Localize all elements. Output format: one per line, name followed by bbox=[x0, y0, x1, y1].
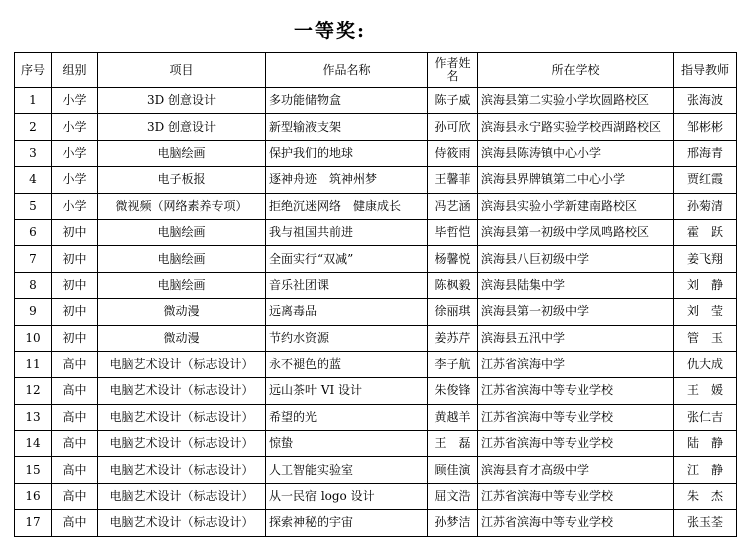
row-number: 17 bbox=[15, 510, 52, 536]
school-cell: 滨海县第一初级中学凤鸣路校区 bbox=[478, 219, 674, 245]
row-number: 11 bbox=[15, 351, 52, 377]
table-row bbox=[15, 193, 737, 219]
table-row bbox=[15, 431, 737, 457]
project-cell: 3D 创意设计 bbox=[98, 114, 266, 140]
teacher-cell: 邹彬彬 bbox=[674, 114, 737, 140]
group-cell: 初中 bbox=[52, 219, 98, 245]
column-header: 组别 bbox=[52, 53, 98, 88]
table-body bbox=[15, 88, 737, 537]
school-cell: 滨海县界牌镇第二中心小学 bbox=[478, 167, 674, 193]
school-cell: 滨海县八巨初级中学 bbox=[478, 246, 674, 272]
work-title-cell: 拒绝沉迷网络 健康成长 bbox=[266, 193, 428, 219]
project-cell: 电脑艺术设计（标志设计） bbox=[98, 457, 266, 483]
group-cell: 高中 bbox=[52, 483, 98, 509]
school-cell: 江苏省滨海中等专业学校 bbox=[478, 404, 674, 430]
project-cell: 电脑艺术设计（标志设计） bbox=[98, 483, 266, 509]
author-cell: 王 磊 bbox=[428, 431, 478, 457]
teacher-cell: 贾红霞 bbox=[674, 167, 737, 193]
author-cell: 朱俊锋 bbox=[428, 378, 478, 404]
table-row bbox=[15, 483, 737, 509]
table-row bbox=[15, 246, 737, 272]
column-header: 作品名称 bbox=[266, 53, 428, 88]
project-cell: 电脑绘画 bbox=[98, 219, 266, 245]
author-cell: 陈子威 bbox=[428, 88, 478, 114]
author-cell: 陈枫毅 bbox=[428, 272, 478, 298]
group-cell: 小学 bbox=[52, 167, 98, 193]
teacher-cell: 张海波 bbox=[674, 88, 737, 114]
project-cell: 电脑艺术设计（标志设计） bbox=[98, 510, 266, 536]
row-number: 2 bbox=[15, 114, 52, 140]
work-title-cell: 探索神秘的宇宙 bbox=[266, 510, 428, 536]
author-cell: 李子航 bbox=[428, 351, 478, 377]
table-row bbox=[15, 140, 737, 166]
column-header: 所在学校 bbox=[478, 53, 674, 88]
row-number: 8 bbox=[15, 272, 52, 298]
work-title-cell: 人工智能实验室 bbox=[266, 457, 428, 483]
teacher-cell: 张仁吉 bbox=[674, 404, 737, 430]
row-number: 16 bbox=[15, 483, 52, 509]
table-row bbox=[15, 510, 737, 536]
work-title-cell: 从一民宿 logo 设计 bbox=[266, 483, 428, 509]
work-title-cell: 音乐社团课 bbox=[266, 272, 428, 298]
school-cell: 江苏省滨海中等专业学校 bbox=[478, 483, 674, 509]
school-cell: 滨海县陈涛镇中心小学 bbox=[478, 140, 674, 166]
school-cell: 滨海县育才高级中学 bbox=[478, 457, 674, 483]
table-row bbox=[15, 88, 737, 114]
group-cell: 高中 bbox=[52, 457, 98, 483]
table-row bbox=[15, 114, 737, 140]
author-cell: 姜苏芹 bbox=[428, 325, 478, 351]
work-title-cell: 远山茶叶 VI 设计 bbox=[266, 378, 428, 404]
group-cell: 初中 bbox=[52, 325, 98, 351]
school-cell: 江苏省滨海中等专业学校 bbox=[478, 378, 674, 404]
teacher-cell: 陆 静 bbox=[674, 431, 737, 457]
work-title-cell: 多功能储物盒 bbox=[266, 88, 428, 114]
school-cell: 滨海县五汛中学 bbox=[478, 325, 674, 351]
project-cell: 电脑绘画 bbox=[98, 140, 266, 166]
column-header: 序号 bbox=[15, 53, 52, 88]
row-number: 7 bbox=[15, 246, 52, 272]
work-title-cell: 保护我们的地球 bbox=[266, 140, 428, 166]
table-row bbox=[15, 404, 737, 430]
teacher-cell: 仇大成 bbox=[674, 351, 737, 377]
work-title-cell: 新型输液支架 bbox=[266, 114, 428, 140]
row-number: 15 bbox=[15, 457, 52, 483]
project-cell: 微动漫 bbox=[98, 299, 266, 325]
group-cell: 高中 bbox=[52, 404, 98, 430]
row-number: 4 bbox=[15, 167, 52, 193]
author-cell: 顾佳演 bbox=[428, 457, 478, 483]
table-header-row bbox=[15, 53, 737, 88]
row-number: 12 bbox=[15, 378, 52, 404]
author-cell: 侍筱雨 bbox=[428, 140, 478, 166]
table-row bbox=[15, 299, 737, 325]
work-title-cell: 惊蛰 bbox=[266, 431, 428, 457]
author-cell: 冯艺涵 bbox=[428, 193, 478, 219]
row-number: 5 bbox=[15, 193, 52, 219]
teacher-cell: 霍 跃 bbox=[674, 219, 737, 245]
teacher-cell: 张玉荃 bbox=[674, 510, 737, 536]
project-cell: 微动漫 bbox=[98, 325, 266, 351]
project-cell: 电脑绘画 bbox=[98, 246, 266, 272]
author-cell: 王馨菲 bbox=[428, 167, 478, 193]
group-cell: 初中 bbox=[52, 272, 98, 298]
group-cell: 初中 bbox=[52, 299, 98, 325]
teacher-cell: 刘 静 bbox=[674, 272, 737, 298]
work-title-cell: 逐神舟迹 筑神州梦 bbox=[266, 167, 428, 193]
school-cell: 滨海县第一初级中学 bbox=[478, 299, 674, 325]
teacher-cell: 王 媛 bbox=[674, 378, 737, 404]
school-cell: 江苏省滨海中等专业学校 bbox=[478, 510, 674, 536]
column-header: 作者姓名 bbox=[428, 53, 478, 88]
teacher-cell: 姜飞翔 bbox=[674, 246, 737, 272]
project-cell: 电脑绘画 bbox=[98, 272, 266, 298]
group-cell: 高中 bbox=[52, 378, 98, 404]
work-title-cell: 远离毒品 bbox=[266, 299, 428, 325]
school-cell: 滨海县陆集中学 bbox=[478, 272, 674, 298]
project-cell: 微视频（网络素养专项） bbox=[98, 193, 266, 219]
group-cell: 初中 bbox=[52, 246, 98, 272]
teacher-cell: 朱 杰 bbox=[674, 483, 737, 509]
table-row bbox=[15, 167, 737, 193]
project-cell: 电子板报 bbox=[98, 167, 266, 193]
work-title-cell: 希望的光 bbox=[266, 404, 428, 430]
teacher-cell: 邢海青 bbox=[674, 140, 737, 166]
author-cell: 黄越羊 bbox=[428, 404, 478, 430]
project-cell: 电脑艺术设计（标志设计） bbox=[98, 378, 266, 404]
author-cell: 杨馨悦 bbox=[428, 246, 478, 272]
project-cell: 电脑艺术设计（标志设计） bbox=[98, 351, 266, 377]
teacher-cell: 江 静 bbox=[674, 457, 737, 483]
school-cell: 滨海县永宁路实验学校西湖路校区 bbox=[478, 114, 674, 140]
group-cell: 高中 bbox=[52, 431, 98, 457]
teacher-cell: 刘 莹 bbox=[674, 299, 737, 325]
row-number: 13 bbox=[15, 404, 52, 430]
row-number: 14 bbox=[15, 431, 52, 457]
school-cell: 江苏省滨海中等专业学校 bbox=[478, 431, 674, 457]
work-title-cell: 全面实行“双减” bbox=[266, 246, 428, 272]
work-title-cell: 永不褪色的蓝 bbox=[266, 351, 428, 377]
teacher-cell: 管 玉 bbox=[674, 325, 737, 351]
project-cell: 电脑艺术设计（标志设计） bbox=[98, 431, 266, 457]
table-row bbox=[15, 272, 737, 298]
group-cell: 小学 bbox=[52, 88, 98, 114]
row-number: 6 bbox=[15, 219, 52, 245]
row-number: 9 bbox=[15, 299, 52, 325]
table-row bbox=[15, 351, 737, 377]
group-cell: 高中 bbox=[52, 510, 98, 536]
row-number: 3 bbox=[15, 140, 52, 166]
author-cell: 屈文浩 bbox=[428, 483, 478, 509]
project-cell: 3D 创意设计 bbox=[98, 88, 266, 114]
group-cell: 小学 bbox=[52, 114, 98, 140]
column-header: 项目 bbox=[98, 53, 266, 88]
awards-table bbox=[14, 52, 737, 537]
author-cell: 孙梦洁 bbox=[428, 510, 478, 536]
table-row bbox=[15, 325, 737, 351]
table-row bbox=[15, 219, 737, 245]
author-cell: 孙可欣 bbox=[428, 114, 478, 140]
table-row bbox=[15, 378, 737, 404]
group-cell: 小学 bbox=[52, 193, 98, 219]
group-cell: 高中 bbox=[52, 351, 98, 377]
row-number: 1 bbox=[15, 88, 52, 114]
table-row bbox=[15, 457, 737, 483]
author-cell: 毕哲恺 bbox=[428, 219, 478, 245]
column-header: 指导教师 bbox=[674, 53, 737, 88]
group-cell: 小学 bbox=[52, 140, 98, 166]
teacher-cell: 孙菊清 bbox=[674, 193, 737, 219]
row-number: 10 bbox=[15, 325, 52, 351]
school-cell: 滨海县实验小学新建南路校区 bbox=[478, 193, 674, 219]
project-cell: 电脑艺术设计（标志设计） bbox=[98, 404, 266, 430]
school-cell: 江苏省滨海中学 bbox=[478, 351, 674, 377]
page-title: 一等奖: bbox=[293, 20, 366, 42]
school-cell: 滨海县第二实验小学坎圆路校区 bbox=[478, 88, 674, 114]
work-title-cell: 我与祖国共前进 bbox=[266, 219, 428, 245]
work-title-cell: 节约水资源 bbox=[266, 325, 428, 351]
author-cell: 徐丽琪 bbox=[428, 299, 478, 325]
